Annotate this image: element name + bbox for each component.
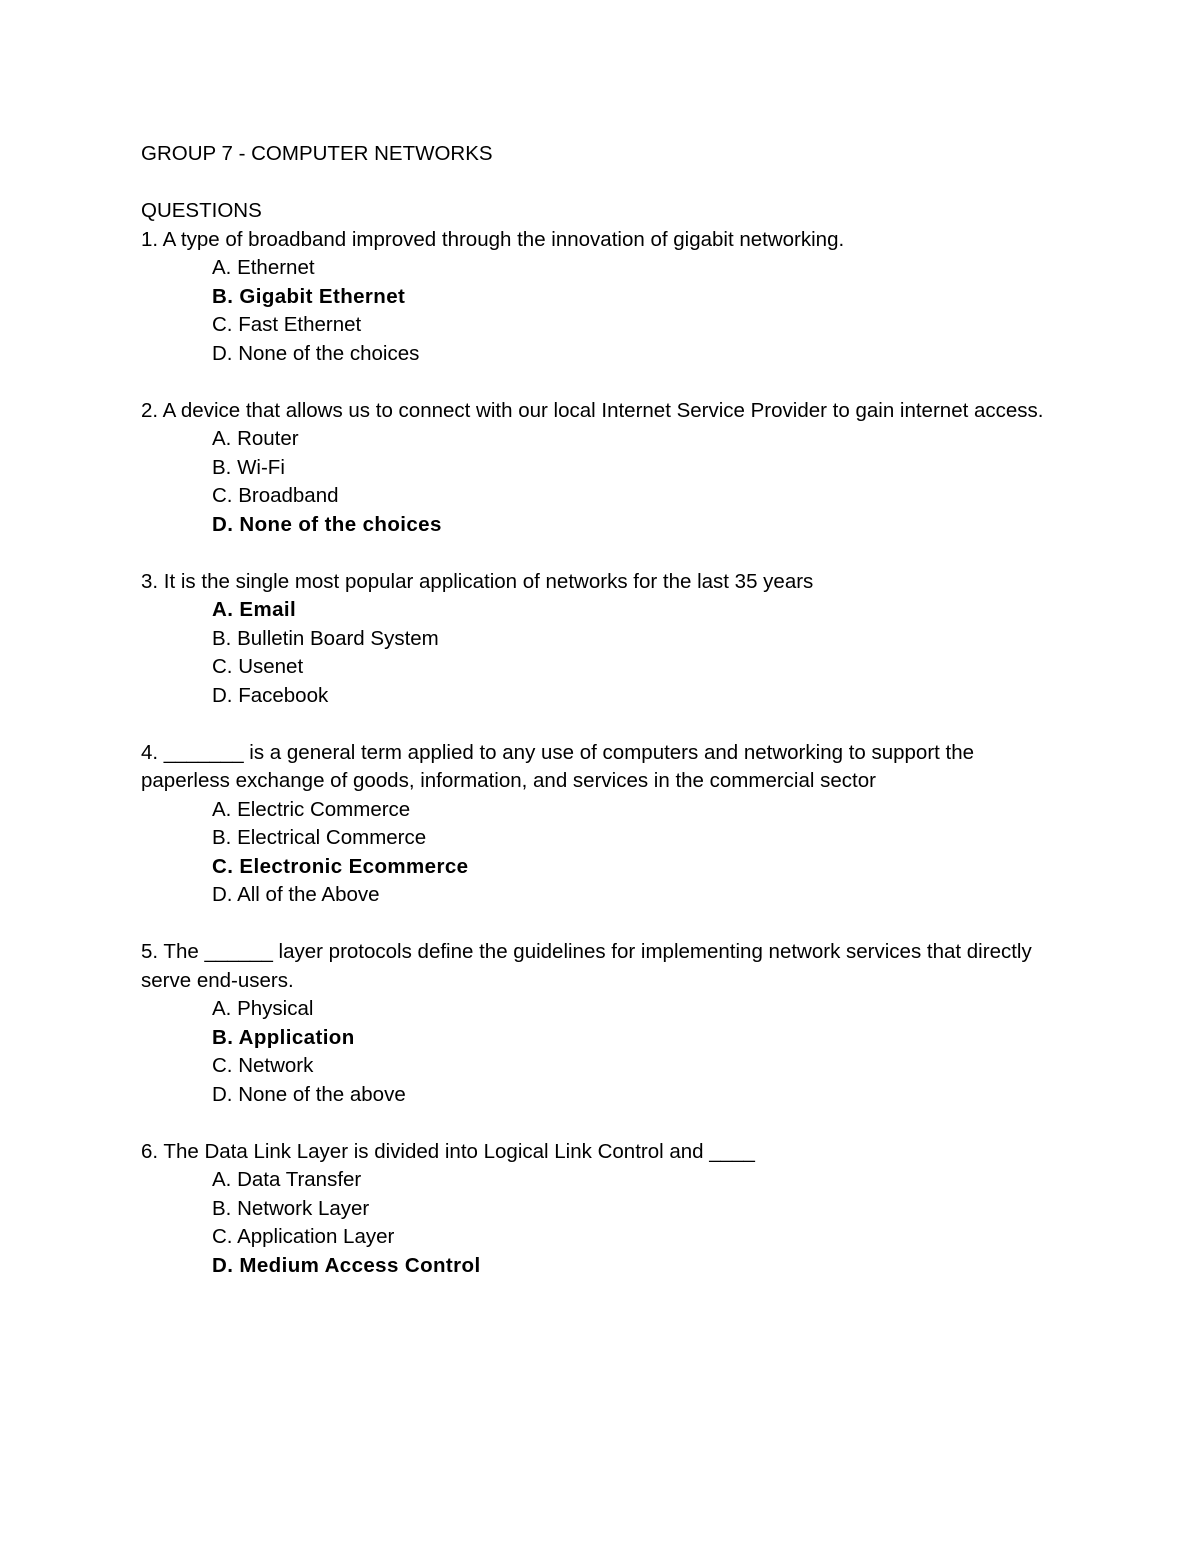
question-text: 4. _______ is a general term applied to any use of computers and networking to support the paperless exchange of goods, information, and services in the commercial sector [141, 740, 975, 792]
answer-option: B. Electrical Commerce [212, 826, 427, 849]
answer-option: B. Wi-Fi [212, 455, 285, 479]
answer-option: C. Network [212, 1054, 314, 1077]
question-5 [141, 938, 1061, 1109]
answer-options [141, 796, 1061, 910]
answer-option: D. None of the above [212, 1082, 406, 1106]
question-text: 5. The ______ layer protocols define the guidelines for implementing network services that directly serve end-users. [141, 940, 1032, 992]
answer-options [141, 254, 1061, 368]
answer-option: C. Application Layer [212, 1225, 395, 1248]
answer-option: B. Bulletin Board System [212, 626, 439, 650]
answer-option-correct: C. Electronic Ecommerce [212, 854, 469, 878]
question-text: 3. It is the single most popular application of networks for the last 35 years [141, 569, 814, 593]
answer-option: A. Electric Commerce [212, 797, 411, 821]
answer-option: B. Network Layer [212, 1196, 370, 1220]
document-title: GROUP 7 - COMPUTER NETWORKS [141, 142, 493, 165]
answer-option-correct: D. None of the choices [212, 512, 442, 536]
answer-option: A. Ethernet [212, 256, 315, 279]
answer-option-correct: D. Medium Access Control [212, 1253, 481, 1277]
answer-option: A. Router [212, 427, 299, 450]
question-text: 2. A device that allows us to connect with our local Internet Service Provider to gain internet access. [141, 398, 1044, 422]
answer-options [141, 995, 1061, 1109]
answer-options [141, 596, 1061, 710]
answer-option-correct: B. Application [212, 1025, 355, 1049]
document-page [141, 140, 1061, 1309]
answer-option-correct: A. Email [212, 598, 297, 621]
question-4 [141, 739, 1061, 910]
title-spacer [141, 169, 1061, 198]
answer-option: D. Facebook [212, 683, 329, 707]
question-6 [141, 1138, 1061, 1281]
answer-option: C. Usenet [212, 655, 304, 678]
question-list [141, 226, 1061, 1281]
answer-option: A. Physical [212, 997, 314, 1020]
question-3 [141, 568, 1061, 711]
answer-option: D. None of the choices [212, 341, 420, 365]
question-text: 1. A type of broadband improved through the innovation of gigabit networking. [141, 227, 845, 251]
answer-option: C. Fast Ethernet [212, 313, 362, 336]
answer-options [141, 425, 1061, 539]
answer-option: D. All of the Above [212, 883, 380, 906]
answer-option: A. Data Transfer [212, 1168, 362, 1191]
answer-option-correct: B. Gigabit Ethernet [212, 284, 406, 308]
question-1 [141, 226, 1061, 369]
question-2 [141, 397, 1061, 540]
answer-option: C. Broadband [212, 484, 339, 507]
section-label: QUESTIONS [141, 199, 262, 222]
question-text: 6. The Data Link Layer is divided into Logical Link Control and ____ [141, 1139, 755, 1163]
answer-options [141, 1166, 1061, 1280]
